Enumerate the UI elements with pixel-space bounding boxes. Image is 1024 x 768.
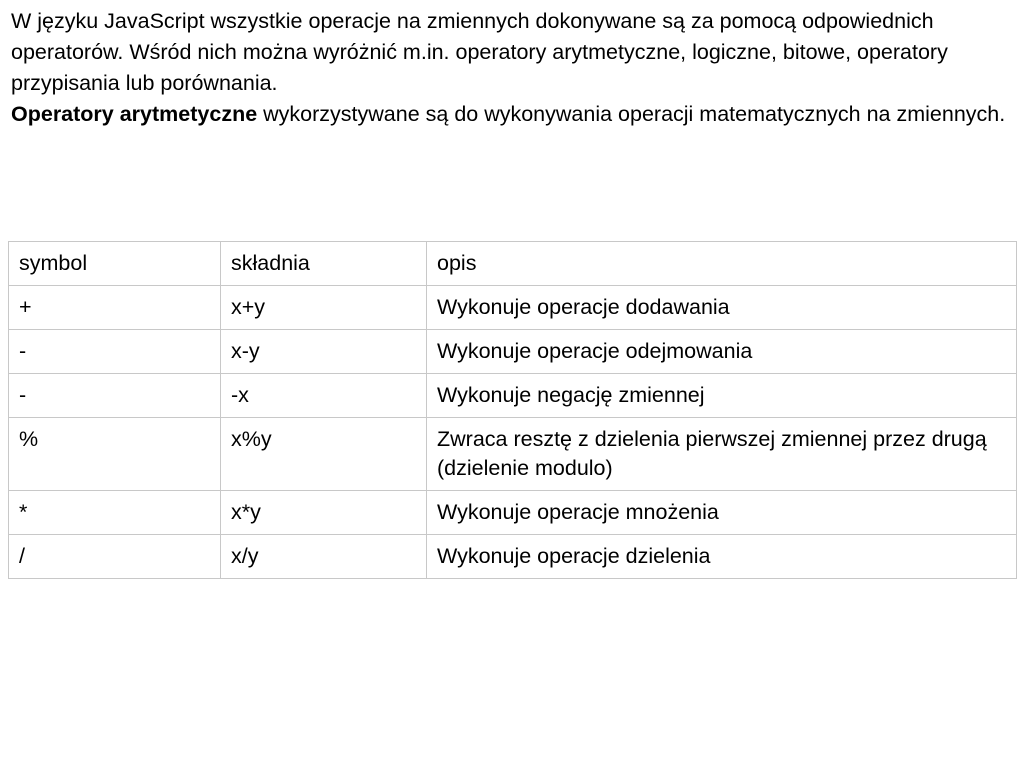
table-row (9, 286, 1017, 330)
header-syntax: składnia (221, 242, 427, 286)
cell-symbol: + (9, 286, 221, 330)
intro-bold-term: Operatory arytmetyczne (11, 102, 258, 126)
header-symbol: symbol (9, 242, 221, 286)
cell-syntax: x-y (221, 330, 427, 374)
intro-text (11, 6, 1011, 130)
cell-description: Wykonuje operacje mnożenia (427, 491, 1017, 535)
table-row (9, 418, 1017, 491)
intro-paragraph-1: W języku JavaScript wszystkie operacje na zmiennych dokonywane są za pomocą odpowiednich operatorów. Wśród nich można wyróżnić m.in. operatory arytmetyczne, logiczne, bitowe, operatory przypisania lub porównania. (11, 9, 948, 95)
cell-description: Wykonuje operacje dodawania (427, 286, 1017, 330)
cell-symbol: / (9, 535, 221, 579)
header-description: opis (427, 242, 1017, 286)
table-row (9, 491, 1017, 535)
cell-description: Wykonuje negację zmiennej (427, 374, 1017, 418)
cell-syntax: x*y (221, 491, 427, 535)
cell-symbol: * (9, 491, 221, 535)
operators-table (8, 241, 1017, 579)
cell-description: Wykonuje operacje odejmowania (427, 330, 1017, 374)
table-header-row (9, 242, 1017, 286)
cell-syntax: x+y (221, 286, 427, 330)
cell-syntax: -x (221, 374, 427, 418)
table-row (9, 374, 1017, 418)
intro-paragraph-2-rest: wykorzystywane są do wykonywania operacji matematycznych na zmiennych. (257, 102, 1006, 126)
cell-symbol: % (9, 418, 221, 491)
cell-syntax: x/y (221, 535, 427, 579)
cell-symbol: - (9, 374, 221, 418)
table-row (9, 330, 1017, 374)
intro-paragraph-2 (11, 99, 1011, 130)
table-row (9, 535, 1017, 579)
cell-description: Zwraca resztę z dzielenia pierwszej zmiennej przez drugą (dzielenie modulo) (427, 418, 1017, 491)
cell-description: Wykonuje operacje dzielenia (427, 535, 1017, 579)
cell-syntax: x%y (221, 418, 427, 491)
cell-symbol: - (9, 330, 221, 374)
